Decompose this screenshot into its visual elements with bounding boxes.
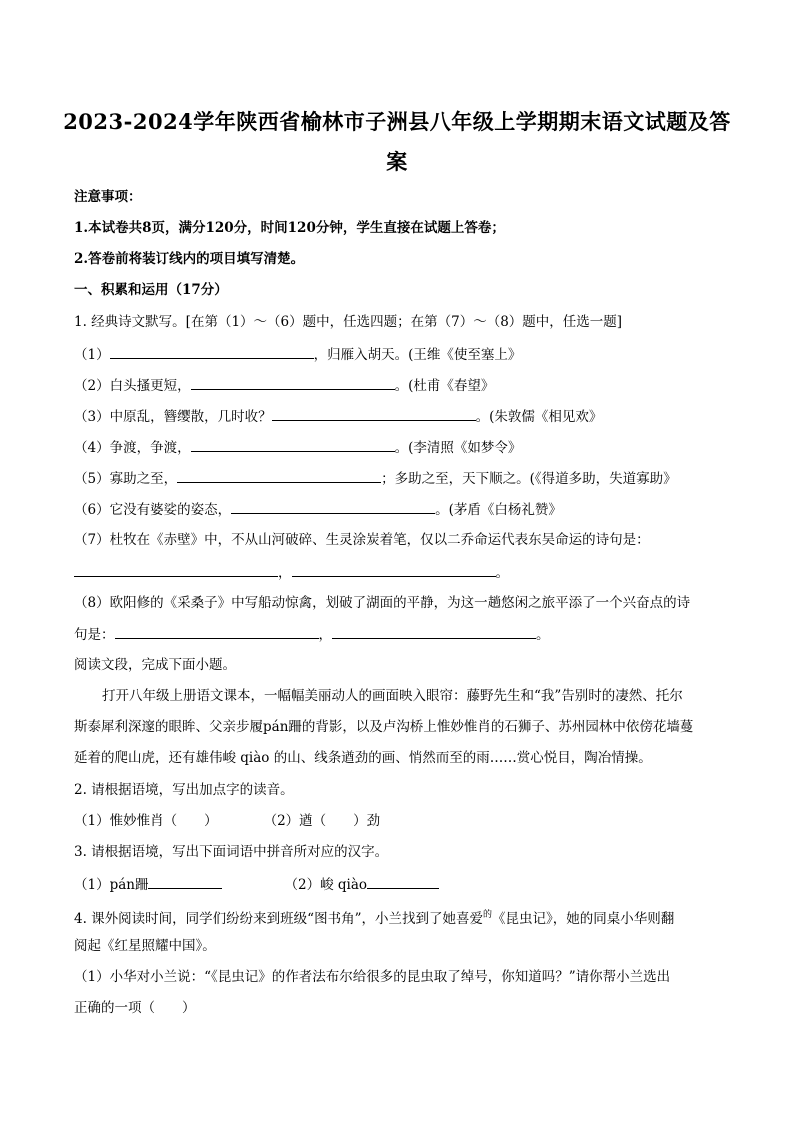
answer-blank[interactable] [191,375,395,390]
question-1-item-8-stem: （8）欧阳修的《采桑子》中写船动惊禽，划破了湖面的平静，为这一趟悠闲之旅平添了一个兴奋点的诗 [74,595,691,611]
answer-blank[interactable] [292,562,496,577]
item-text: （4）争渡，争渡， [74,440,191,456]
section-1-heading: 一、积累和运用（17分） [74,282,228,298]
question-4-stem-line-1 [74,906,674,928]
answer-blank[interactable] [110,344,314,359]
page-title-line1: 2023-2024学年陕西省榆林市子洲县八年级上学期期末语文试题及答 [63,109,731,134]
question-1-item-8-answer [74,624,550,644]
question-1-item-5 [74,468,677,488]
question-1-item-6 [74,499,562,519]
reading-paragraph-line-1: 打开八年级上册语文课本，一幅幅美丽动人的画面映入眼帘：藤野先生和“我”告别时的凄然、托尔 [102,688,683,704]
question-3-items [74,874,439,894]
item-text: ，归雁入胡天。(王维《使至塞上》 [313,347,522,363]
answer-blank[interactable] [148,874,222,889]
question-4-sub-1-line-1: （1）小华对小兰说：“《昆虫记》的作者法布尔给很多的昆虫取了绰号，你知道吗？”请你帮小兰选出 [74,969,671,985]
item-number: （1） [74,347,110,363]
answer-blank[interactable] [115,624,319,639]
question-1-item-1 [74,344,521,364]
question-1-item-2 [74,375,494,395]
question-4-sub-1-line-2: 正确的一项（ ） [74,1000,196,1016]
question-3-stem: 3. 请根据语境，写出下面词语中拼音所对应的汉字。 [74,844,389,860]
answer-blank[interactable] [367,874,439,889]
item-text: （5）寡助之至， [74,471,178,487]
item-text: ；多助之至，天下顺之。(《得道多助，失道寡助》 [381,471,677,487]
answer-blank[interactable] [231,499,435,514]
page-title-line2: 案 [386,149,408,174]
reading-paragraph-line-3: 延着的爬山虎，还有雄伟峻 qiào 的山、线条遒劲的画、悄然而至的雨……赏心悦目，陶冶情操。 [74,750,652,766]
item-text: ， [278,565,292,581]
question-2-item-2: （2）遒（ ）劲 [263,813,381,829]
reading-intro: 阅读文段，完成下面小题。 [74,657,236,673]
answer-blank[interactable] [177,468,381,483]
question-1-stem: 1. 经典诗文默写。[在第（1）～（6）题中，任选四题；在第（7）～（8）题中，任选一题] [74,314,623,330]
item-text: （3）中原乱，簪缨散，几时收？ [74,409,272,425]
item-text: 。(朱敦儒《相见欢》 [475,409,603,425]
question-2-stem: 2. 请根据语境，写出加点字的读音。 [74,782,294,798]
item-text: 。(杜甫《春望》 [394,378,495,394]
question-1-item-7-answer [74,562,509,582]
item-text: ， [318,627,332,643]
answer-blank[interactable] [191,437,395,452]
question-3-item-1: （1）pán跚 [74,877,149,893]
question-3-item-2: （2）峻 qiào [284,877,368,893]
question-2-item-1: （1）惟妙惟肖（ ） [74,813,218,829]
item-text: 《昆虫记》，她的同桌小华则翻 [492,911,675,927]
item-text: 。(茅盾《白杨礼赞》 [435,502,562,518]
item-text: 的 [482,910,492,920]
item-text: 4. 课外阅读时间，同学们纷纷来到班级“图书角”，小兰找到了她喜爱 [74,911,483,927]
answer-blank[interactable] [332,624,536,639]
answer-blank[interactable] [272,406,476,421]
item-text: （2）白头搔更短， [74,378,191,394]
question-1-item-7-stem: （7）杜牧在《赤壁》中，不从山河破碎、生灵涂炭着笔，仅以二乔命运代表东吴命运的诗句是： [74,532,650,548]
item-text: 。(李清照《如梦令》 [394,440,522,456]
item-text: 。 [536,627,550,643]
question-2-items [74,812,380,830]
notice-item-1: 1.本试卷共8页，满分120分，时间120分钟，学生直接在试题上答卷； [74,220,505,236]
item-text: （6）它没有婆娑的姿态， [74,502,232,518]
reading-paragraph-line-2: 斯泰犀利深邃的眼眸、父亲步履pán跚的背影，以及卢沟桥上惟妙惟肖的石狮子、苏州园林中依傍花墙蔓 [74,719,694,735]
question-1-item-3 [74,406,602,426]
question-4-stem-line-2: 阅起《红星照耀中国》。 [74,938,216,954]
item-text: 句是： [74,627,115,643]
notice-heading: 注意事项： [74,189,142,205]
notice-item-2: 2.答卷前将装订线内的项目填写清楚。 [74,251,305,267]
item-text: 。 [495,565,509,581]
question-1-item-4 [74,437,521,457]
answer-blank[interactable] [74,562,278,577]
